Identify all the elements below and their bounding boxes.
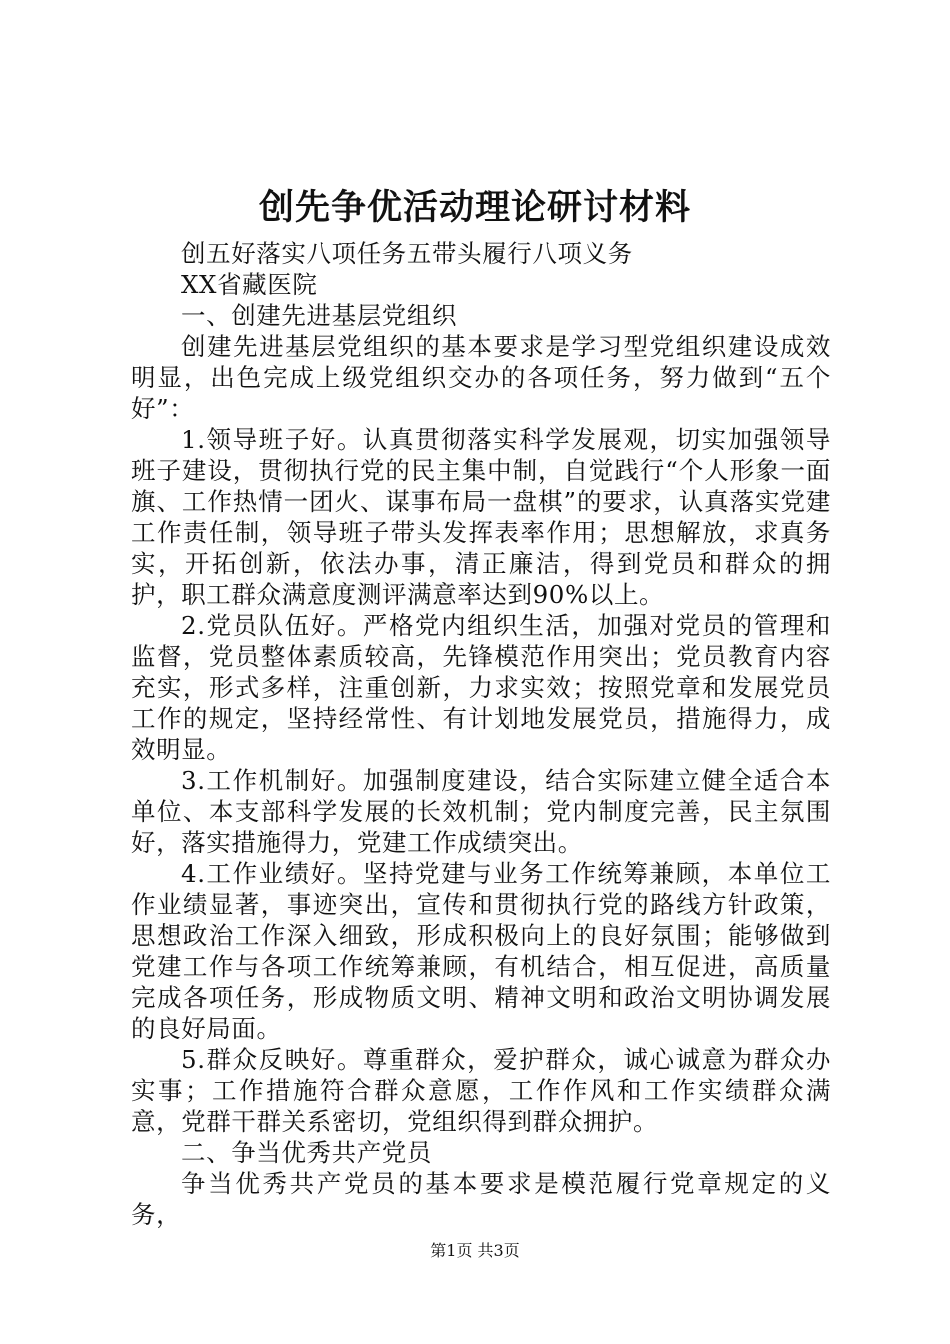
section-heading-2: 二、争当优秀共产党员 [181,1138,432,1167]
document-body [131,238,831,1230]
body-paragraph: 4.工作业绩好。坚持党建与业务工作统筹兼顾，本单位工作业绩显著，事迹突出，宣传和贯彻执行党的路线方针政策，思想政治工作深入细致，形成积极向上的良好氛围；能够做到党建工作与各项工作统筹兼顾，有机结合，相互促进，高质量完成各项任务，形成物质文明、精神文明和政治文明协调发展的良好局面。 [131,859,831,1043]
body-paragraph: 争当优秀共产党员的基本要求是模范履行党章规定的义务， [131,1169,831,1229]
organization-paragraph: XX省藏医院 [181,270,318,299]
body-paragraph: 1.领导班子好。认真贯彻落实科学发展观，切实加强领导班子建设，贯彻执行党的民主集中制，自觉践行“个人形象一面旗、工作热情一团火、谋事布局一盘棋”的要求，认真落实党建工作责任制，领导班子带头发挥表率作用；思想解放，求真务实，开拓创新，依法办事，清正廉洁，得到党员和群众的拥护，职工群众满意度测评满意率达到90%以上。 [131,425,831,609]
page-number-footer: 第1页 共3页 [430,1241,520,1260]
subtitle-paragraph: 创五好落实八项任务五带头履行八项义务 [181,239,633,268]
body-paragraph: 创建先进基层党组织的基本要求是学习型党组织建设成效明显，出色完成上级党组织交办的各项任务，努力做到“五个好”： [131,332,831,423]
body-paragraph: 3.工作机制好。加强制度建设，结合实际建立健全适合本单位、本支部科学发展的长效机制；党内制度完善，民主氛围好，落实措施得力，党建工作成绩突出。 [131,766,831,857]
section-heading-1: 一、创建先进基层党组织 [181,301,458,330]
document-title: 创先争优活动理论研讨材料 [258,187,691,228]
body-paragraph: 5.群众反映好。尊重群众，爱护群众，诚心诚意为群众办实事；工作措施符合群众意愿，工作作风和工作实绩群众满意，党群干群关系密切，党组织得到群众拥护。 [131,1045,831,1136]
body-paragraph: 2.党员队伍好。严格党内组织生活，加强对党员的管理和监督，党员整体素质较高，先锋模范作用突出；党员教育内容充实，形式多样，注重创新，力求实效；按照党章和发展党员工作的规定，坚持经常性、有计划地发展党员，措施得力，成效明显。 [131,611,831,764]
